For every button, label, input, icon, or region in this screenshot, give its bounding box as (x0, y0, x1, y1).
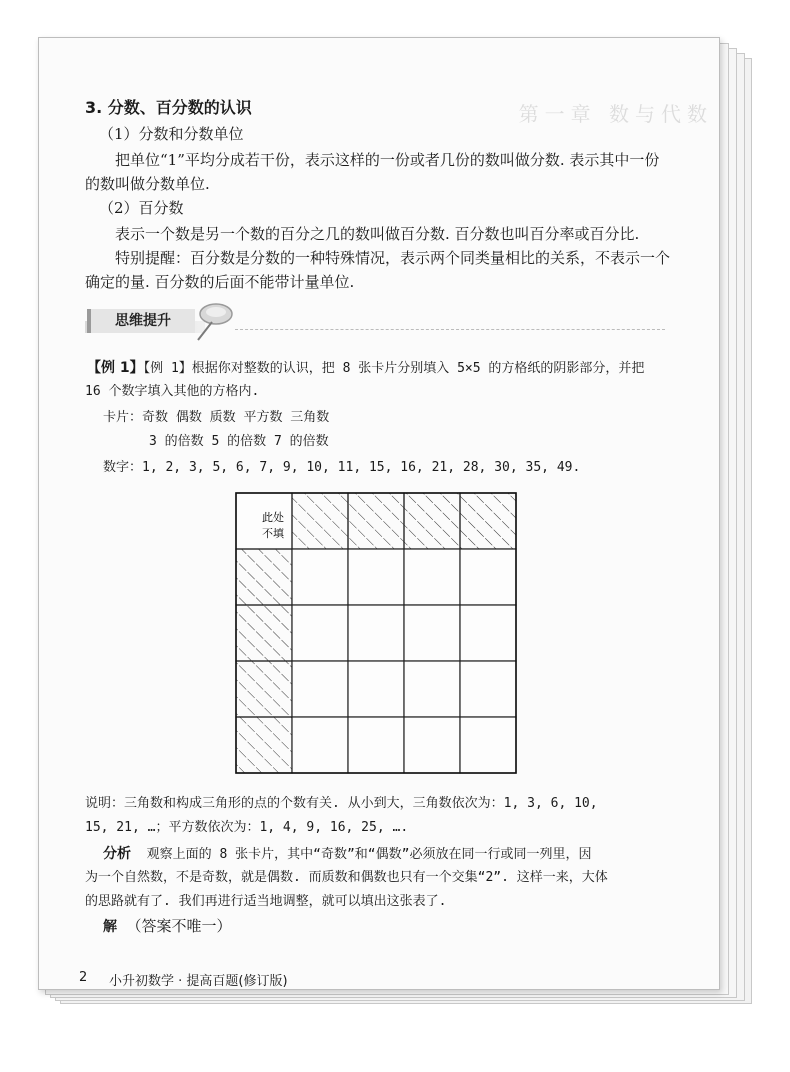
grid-cell-empty (348, 549, 404, 605)
analysis-text-1: 观察上面的 8 张卡片，其中“奇数”和“偶数”必须放在同一行或同一列里，因 (146, 847, 592, 862)
paragraph-special-note-1: 特别提醒：百分数是分数的一种特殊情况，表示两个同类量相比的关系，不表示一个 (115, 249, 671, 267)
analysis-line-2: 为一个自然数，不是奇数，就是偶数. 而质数和偶数也只有一个交集“2”. 这样一来，大体 (85, 870, 608, 885)
book-title: 小升初数学 · 提高百题(修订版) (109, 974, 288, 989)
grid-cell-shaded (348, 493, 404, 549)
analysis-label: 分析 (103, 846, 131, 862)
subheading-fractions: （1）分数和分数单位 (99, 125, 244, 143)
grid-cell-empty (460, 717, 516, 773)
grid-cell-empty (348, 717, 404, 773)
paragraph-percentage-definition: 表示一个数是另一个数的百分之几的数叫做百分数. 百分数也叫百分率或百分比. (115, 225, 640, 243)
note-line-2: 15, 21, …；平方数依次为：1, 4, 9, 16, 25, …. (85, 820, 409, 835)
grid-cell-shaded (460, 493, 516, 549)
grid-cell-empty (292, 605, 348, 661)
grid-cell-empty (348, 661, 404, 717)
grid-cell-shaded (236, 661, 292, 717)
paragraph-fraction-definition-2: 的数叫做分数单位. (85, 175, 210, 193)
grid-cell-shaded (236, 605, 292, 661)
banner-rule (235, 329, 665, 330)
note-line-1: 说明：三角数和构成三角形的点的个数有关. 从小到大，三角数依次为：1, 3, 6, 10, (85, 796, 598, 811)
example-prompt-1-text: 【例 1】根据你对整数的认识，把 8 张卡片分别填入 5×5 的方格纸的阴影部分，并把 (143, 361, 645, 376)
book-page (38, 37, 720, 990)
grid-cell-empty (460, 661, 516, 717)
solution-label: 解 (103, 919, 117, 935)
grid-cell-shaded (236, 549, 292, 605)
grid-5x5 (234, 491, 518, 775)
corner-label-1: 此处 (262, 511, 284, 524)
thinking-banner (85, 309, 665, 331)
solution-text: （答案不唯一） (126, 917, 232, 935)
example-prompt-2: 16 个数字填入其他的方格内. (85, 384, 260, 399)
example-prompt-1: 【例 1】【例 1】根据你对整数的认识，把 8 张卡片分别填入 5×5 的方格纸的阴影部分，并把 (87, 360, 645, 376)
section-heading: 3. 分数、百分数的认识 (85, 98, 252, 117)
grid-cell-empty (404, 605, 460, 661)
card-list-2: 3 的倍数 5 的倍数 7 的倍数 (149, 434, 329, 449)
number-list: 数字：1, 2, 3, 5, 6, 7, 9, 10, 11, 15, 16, 21, 28, 30, 35, 49. (103, 460, 581, 475)
analysis-line-1 (103, 844, 591, 865)
grid-cell-empty (292, 549, 348, 605)
subheading-percentages: （2）百分数 (99, 199, 184, 217)
grid-cell-shaded (236, 717, 292, 773)
grid-cell-empty (292, 661, 348, 717)
grid-cell-empty (404, 661, 460, 717)
grid-cell-empty (460, 549, 516, 605)
analysis-line-3: 的思路就有了. 我们再进行适当地调整，就可以填出这张表了. (85, 894, 447, 909)
corner-label-2: 不填 (262, 527, 284, 540)
grid-cell-empty (348, 605, 404, 661)
banner-label: 思维提升 (87, 309, 195, 333)
grid-cell-empty (460, 605, 516, 661)
page-number: 2 (79, 970, 88, 985)
grid-cell-empty (292, 717, 348, 773)
background-page-header: 第一章 数与代数 (518, 102, 713, 126)
paragraph-special-note-2: 确定的量. 百分数的后面不能带计量单位. (85, 273, 355, 291)
grid-cell-shaded (292, 493, 348, 549)
grid-cell-empty (404, 717, 460, 773)
solution-line (103, 916, 232, 937)
paragraph-fraction-definition-1: 把单位“1”平均分成若干份，表示这样的一份或者几份的数叫做分数. 表示其中一份 (115, 151, 660, 169)
grid-cell-shaded (404, 493, 460, 549)
pushpin-icon (184, 296, 244, 346)
grid-cell-empty (404, 549, 460, 605)
card-list-1: 卡片：奇数 偶数 质数 平方数 三角数 (103, 410, 330, 425)
